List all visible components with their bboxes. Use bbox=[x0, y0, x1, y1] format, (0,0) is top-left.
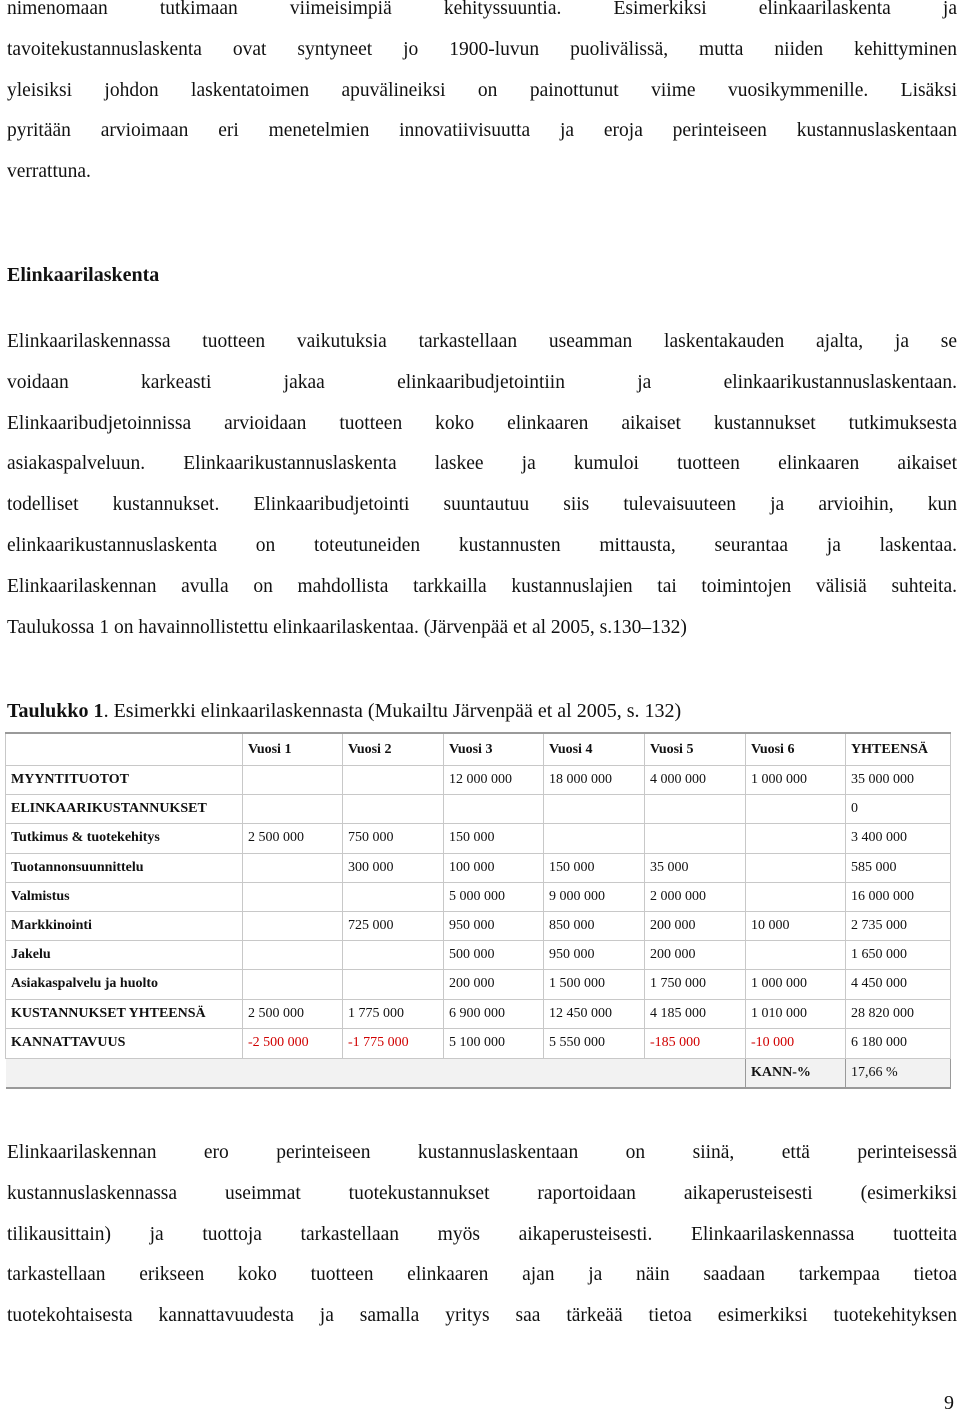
text-line: Elinkaarilaskennassa tuotteen vaikutuksia tarkastellaan useamman laskentakauden ajalta, ja se bbox=[7, 331, 957, 352]
table-caption bbox=[7, 695, 681, 727]
text-line: elinkaarikustannuslaskenta on toteutuneiden kustannusten mittausta, seurantaa ja laskentaa. bbox=[7, 534, 957, 556]
table-cell: 0 bbox=[846, 795, 951, 824]
table-caption-text: . Esimerkki elinkaarilaskennasta (Mukailtu Järvenpää et al 2005, s. 132) bbox=[103, 700, 682, 722]
column-header: YHTEENSÄ bbox=[846, 733, 951, 766]
table-row bbox=[6, 999, 951, 1028]
row-label: Tuotannonsuunnittelu bbox=[6, 853, 243, 882]
table-cell bbox=[243, 853, 343, 882]
table-row bbox=[6, 824, 951, 853]
table-row bbox=[6, 911, 951, 940]
text-line: nimenomaan tutkimaan viimeisimpiä kehityssuuntia. Esimerkiksi elinkaarilaskenta ja bbox=[7, 0, 957, 19]
page-number: 9 bbox=[944, 1392, 954, 1414]
table-cell: 2 735 000 bbox=[846, 911, 951, 940]
table-cell: 12 450 000 bbox=[544, 999, 645, 1028]
table-cell: 18 000 000 bbox=[544, 766, 645, 795]
table-cell: 2 000 000 bbox=[645, 882, 746, 911]
table-row bbox=[6, 766, 951, 795]
table-cell: 3 400 000 bbox=[846, 824, 951, 853]
table-cell: 1 500 000 bbox=[544, 970, 645, 999]
margin-row bbox=[6, 1058, 951, 1088]
text-line: voidaan karkeasti jakaa elinkaaribudjetointiin ja elinkaarikustannuslaskentaan. bbox=[7, 371, 957, 393]
row-label: ELINKAARIKUSTANNUKSET bbox=[6, 795, 243, 824]
table-cell: 200 000 bbox=[645, 911, 746, 940]
table-cell bbox=[343, 941, 444, 970]
margin-value: 17,66 % bbox=[846, 1058, 951, 1088]
table-cell: 2 500 000 bbox=[243, 999, 343, 1028]
table-cell bbox=[243, 911, 343, 940]
table-cell: -185 000 bbox=[645, 1028, 746, 1058]
table-cell bbox=[343, 882, 444, 911]
table-cell: 6 180 000 bbox=[846, 1028, 951, 1058]
lifecycle-cost-table bbox=[5, 732, 951, 1089]
table-cell bbox=[444, 795, 544, 824]
table-cell bbox=[746, 853, 846, 882]
row-label: MYYNTITUOTOT bbox=[6, 766, 243, 795]
table-cell: -2 500 000 bbox=[243, 1028, 343, 1058]
empty-cell bbox=[243, 1058, 343, 1088]
table-cell: 4 450 000 bbox=[846, 970, 951, 999]
empty-cell bbox=[544, 1058, 645, 1088]
table-cell bbox=[645, 824, 746, 853]
column-header: Vuosi 1 bbox=[243, 733, 343, 766]
table-cell: 5 100 000 bbox=[444, 1028, 544, 1058]
table-cell: 200 000 bbox=[645, 941, 746, 970]
table-cell bbox=[243, 795, 343, 824]
table-cell: 950 000 bbox=[444, 911, 544, 940]
text-line: pyritään arvioimaan eri menetelmien innovatiivisuutta ja eroja perinteiseen kustannuslaskentaan bbox=[7, 120, 957, 142]
row-label: Markkinointi bbox=[6, 911, 243, 940]
text-line: Elinkaaribudjetoinnissa arvioidaan tuotteen koko elinkaaren aikaiset kustannukset tutkimuksesta bbox=[7, 412, 957, 434]
margin-label: KANN-% bbox=[746, 1058, 846, 1088]
table-cell: 2 500 000 bbox=[243, 824, 343, 853]
table-cell: 750 000 bbox=[343, 824, 444, 853]
table-cell bbox=[544, 795, 645, 824]
table-cell: 500 000 bbox=[444, 941, 544, 970]
row-label: Jakelu bbox=[6, 941, 243, 970]
table-caption-label: Taulukko 1 bbox=[7, 700, 104, 722]
table-cell: 12 000 000 bbox=[444, 766, 544, 795]
table-cell: 300 000 bbox=[343, 853, 444, 882]
row-label: KANNATTAVUUS bbox=[6, 1028, 243, 1058]
empty-cell bbox=[343, 1058, 444, 1088]
column-header: Vuosi 4 bbox=[544, 733, 645, 766]
table-cell: 35 000 000 bbox=[846, 766, 951, 795]
table-cell: 950 000 bbox=[544, 941, 645, 970]
table-cell: 1 775 000 bbox=[343, 999, 444, 1028]
table-cell: 850 000 bbox=[544, 911, 645, 940]
column-header: Vuosi 5 bbox=[645, 733, 746, 766]
table-cell: 4 000 000 bbox=[645, 766, 746, 795]
column-header: Vuosi 6 bbox=[746, 733, 846, 766]
column-header bbox=[6, 733, 243, 766]
row-label: Asiakaspalvelu ja huolto bbox=[6, 970, 243, 999]
table-cell: -10 000 bbox=[746, 1028, 846, 1058]
text-line: Taulukossa 1 on havainnollistettu elinkaarilaskentaa. (Järvenpää et al 2005, s.130–132) bbox=[7, 616, 687, 638]
profit-row bbox=[6, 1028, 951, 1058]
table-cell: 1 750 000 bbox=[645, 970, 746, 999]
table-cell: 5 000 000 bbox=[444, 882, 544, 911]
table-row bbox=[6, 882, 951, 911]
row-label: Valmistus bbox=[6, 882, 243, 911]
table-row bbox=[6, 853, 951, 882]
table-cell: 35 000 bbox=[645, 853, 746, 882]
table-cell: 10 000 bbox=[746, 911, 846, 940]
column-header: Vuosi 2 bbox=[343, 733, 444, 766]
empty-cell bbox=[6, 1058, 243, 1088]
table-cell: 1 650 000 bbox=[846, 941, 951, 970]
text-line: kustannuslaskennassa useimmat tuotekustannukset raportoidaan aikaperusteisesti (esimerkiksi bbox=[7, 1182, 957, 1204]
table-cell: 28 820 000 bbox=[846, 999, 951, 1028]
table-cell: -1 775 000 bbox=[343, 1028, 444, 1058]
row-label: Tutkimus & tuotekehitys bbox=[6, 824, 243, 853]
table-cell bbox=[746, 824, 846, 853]
table-header-row bbox=[6, 733, 951, 766]
text-line: Elinkaarilaskennan avulla on mahdollista tarkkailla kustannuslajien tai toimintojen välisiä suhteita. bbox=[7, 575, 957, 597]
table-row bbox=[6, 941, 951, 970]
empty-cell bbox=[645, 1058, 746, 1088]
intro-paragraph bbox=[7, 0, 957, 193]
table-row bbox=[6, 795, 951, 824]
row-label: KUSTANNUKSET YHTEENSÄ bbox=[6, 999, 243, 1028]
text-line: yleisiksi johdon laskentatoimen apuvälineiksi on painottunut viime vuosikymmenille. Lisäksi bbox=[7, 79, 957, 101]
text-line: todelliset kustannukset. Elinkaaribudjetointi suuntautuu siis tulevaisuuteen ja arvioihin, kun bbox=[7, 494, 957, 516]
table-cell bbox=[243, 941, 343, 970]
section-heading: Elinkaarilaskenta bbox=[7, 264, 160, 286]
table-cell bbox=[343, 766, 444, 795]
column-header: Vuosi 3 bbox=[444, 733, 544, 766]
table-cell: 6 900 000 bbox=[444, 999, 544, 1028]
table-cell bbox=[544, 824, 645, 853]
text-line: asiakaspalveluun. Elinkaarikustannuslaskenta laskee ja kumuloi tuotteen elinkaaren aikaiset bbox=[7, 453, 957, 475]
text-line: Elinkaarilaskennan ero perinteiseen kustannuslaskentaan on siinä, että perinteisessä bbox=[7, 1142, 957, 1163]
table-cell bbox=[243, 882, 343, 911]
table-cell: 4 185 000 bbox=[645, 999, 746, 1028]
table-body bbox=[6, 733, 951, 1088]
table-cell: 9 000 000 bbox=[544, 882, 645, 911]
table-cell: 150 000 bbox=[544, 853, 645, 882]
table-cell: 1 000 000 bbox=[746, 970, 846, 999]
table-cell: 200 000 bbox=[444, 970, 544, 999]
text-line: tarkastellaan erikseen koko tuotteen elinkaaren ajan ja näin saadaan tarkempaa tietoa bbox=[7, 1264, 957, 1286]
table-row bbox=[6, 970, 951, 999]
closing-paragraph bbox=[7, 1133, 957, 1337]
table-cell bbox=[243, 970, 343, 999]
table-cell: 1 010 000 bbox=[746, 999, 846, 1028]
table-cell bbox=[746, 795, 846, 824]
table-cell bbox=[343, 970, 444, 999]
table-cell bbox=[343, 795, 444, 824]
body-paragraph bbox=[7, 322, 957, 648]
table-cell: 1 000 000 bbox=[746, 766, 846, 795]
table-cell bbox=[243, 766, 343, 795]
empty-cell bbox=[444, 1058, 544, 1088]
table-cell: 725 000 bbox=[343, 911, 444, 940]
table-cell bbox=[645, 795, 746, 824]
text-line: tilikausittain) ja tuottoja tarkastellaan myös aikaperusteisesti. Elinkaarilaskennassa tuotteita bbox=[7, 1223, 957, 1245]
text-line: verrattuna. bbox=[7, 161, 91, 183]
text-line: tavoitekustannuslaskenta ovat syntyneet jo 1900-luvun puolivälissä, mutta niiden kehittyminen bbox=[7, 38, 957, 60]
table-cell: 16 000 000 bbox=[846, 882, 951, 911]
table-cell: 5 550 000 bbox=[544, 1028, 645, 1058]
table-cell bbox=[746, 941, 846, 970]
table-cell: 585 000 bbox=[846, 853, 951, 882]
table-cell: 100 000 bbox=[444, 853, 544, 882]
text-line: tuotekohtaisesta kannattavuudesta ja samalla yritys saa tärkeää tietoa esimerkiksi tuotekehityksen bbox=[7, 1305, 957, 1327]
table-cell: 150 000 bbox=[444, 824, 544, 853]
table-cell bbox=[746, 882, 846, 911]
